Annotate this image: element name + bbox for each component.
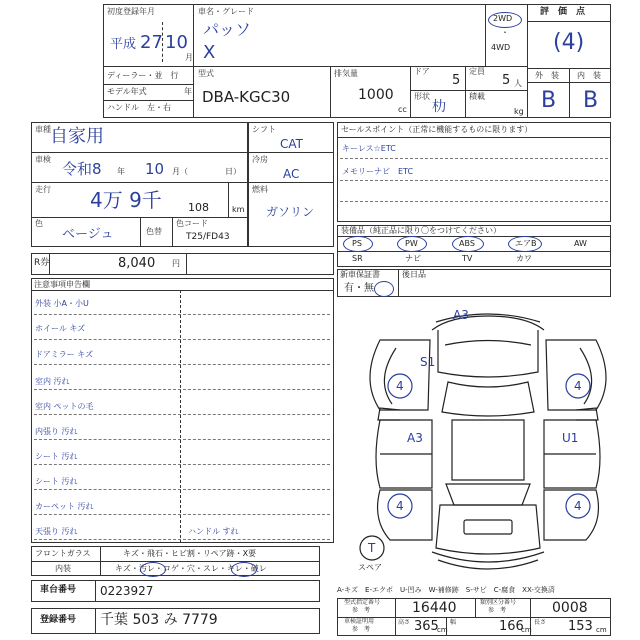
inspection-label: 車検 [35, 155, 51, 164]
equip-airbag: エアB [515, 239, 537, 248]
score-value: (4) [553, 30, 585, 55]
car-name: パッソ [203, 20, 252, 39]
equip-pw: PW [405, 239, 418, 248]
equip-aw: AW [574, 239, 587, 248]
vehicle-type-value: 自家用 [50, 126, 104, 147]
inspection-day-unit: 日） [225, 167, 241, 176]
chassis-label: 車台番号 [40, 585, 77, 595]
interior-damage-value: キズ・汚レ・コゲ・穴・スレ・キレ・破レ [115, 564, 267, 573]
mileage-label: 走行 [35, 185, 51, 194]
vehicle-type-label: 車種 [35, 125, 51, 134]
handle-label: ハンドル 左・右 [107, 103, 171, 112]
color-code-label: 色コード [176, 219, 208, 228]
kg-unit: kg [514, 107, 524, 116]
model-num-ref: 参 考 [352, 607, 371, 614]
color-change-label: 色替 [146, 227, 162, 236]
category-value: 0008 [552, 600, 588, 616]
exterior-grade: B [541, 88, 557, 113]
model-num-label: 型式指定番号 [344, 599, 381, 606]
spare-label: スペア [358, 563, 382, 572]
exterior-label: 外 装 [535, 71, 559, 80]
door-label: ドア [414, 67, 430, 76]
door-value: 5 [452, 73, 461, 88]
model-num-value: 16440 [412, 600, 457, 616]
chassis-value: 0223927 [100, 584, 154, 598]
color-code-value: T25/FD43 [186, 232, 230, 242]
sales-point-line: メモリーナビ ETC [342, 167, 414, 176]
displacement-value: 1000 [358, 87, 394, 103]
reg-doc-label: 車検証明用 [344, 618, 375, 625]
note-line-right: ハンドル すれ [188, 527, 239, 536]
capacity-label: 定員 [469, 67, 485, 76]
length-value: 153 [568, 619, 593, 634]
category-label: 類別区分番号 [480, 599, 517, 606]
interior-label: 内 装 [577, 71, 601, 80]
cc-unit: cc [398, 105, 407, 114]
note-line: 外装 小A・小U [35, 299, 89, 308]
height-value: 365 [414, 619, 439, 634]
reg-doc-ref: 参 考 [352, 626, 371, 633]
shape-value: 朸 [432, 99, 446, 115]
recycle-value: 8,040 [118, 256, 156, 271]
car-name-label: 車名・グレード [198, 7, 254, 16]
note-line: シート 汚れ [35, 452, 78, 461]
score-label: 評 価 点 [540, 7, 586, 17]
equip-abs: ABS [459, 239, 475, 248]
damage-mark: S1 [420, 355, 436, 369]
shift-label: シフト [252, 125, 276, 134]
note-line: ドアミラー キズ [35, 350, 94, 359]
tire-mark: 4 [396, 499, 404, 513]
length-unit: cm [596, 626, 607, 634]
tire-mark: 4 [574, 499, 582, 513]
shift-value: CAT [280, 137, 303, 151]
ac-label: 冷房 [252, 155, 268, 164]
fuel-label: 燃料 [252, 185, 268, 194]
model-label: 型式 [198, 69, 214, 78]
inspection-month: 10 [145, 160, 165, 178]
category-ref: 参 考 [488, 607, 507, 614]
reg-month: 10 [165, 32, 188, 53]
warranty-label: 新車保証書 [340, 270, 380, 279]
diagram-legend: A-キズ E-エクボ U-凹み W-補修跡 S-サビ C-腐食 XX-交換済 [337, 586, 555, 594]
note-line: 室内 ペットの毛 [35, 402, 94, 411]
inspection-year-unit: 年 [117, 167, 125, 176]
km-unit: km [232, 205, 245, 214]
tire-mark: 4 [396, 379, 404, 393]
inspection-era: 令和8 [62, 160, 102, 178]
note-line: カーペット 汚れ [35, 502, 94, 511]
note-line: 室内 汚れ [35, 377, 70, 386]
car-grade: X [203, 42, 216, 63]
shape-label: 形状 [414, 92, 430, 101]
reg-year: 27 [140, 32, 163, 53]
notes-title: 注意事項申告欄 [34, 280, 90, 289]
mileage-sub: 108 [188, 201, 209, 214]
equipment-title: 装備品（純正品に限り〇をつけてください） [341, 226, 501, 235]
drive-dot: ・ [501, 28, 509, 37]
dealer-label: ディーラー・並 行 [107, 71, 179, 80]
plate-value: 千葉 503 み 7779 [100, 612, 218, 628]
model-year-label: モデル年式 [107, 87, 147, 96]
windshield-value: キズ・飛石・ヒビ割・リペア跡・X要 [123, 549, 257, 558]
drive-4wd: 4WD [491, 43, 511, 52]
drive-2wd: 2WD [493, 14, 513, 23]
note-line: シート 汚れ [35, 477, 78, 486]
spare-mark: T [368, 541, 376, 555]
displacement-label: 排気量 [334, 69, 358, 78]
equip-ps: PS [352, 239, 362, 248]
reg-era: 平成 [110, 37, 137, 52]
model-value: DBA-KGC30 [202, 88, 291, 106]
damage-mark: A3 [407, 431, 423, 445]
note-line: 内張り 汚れ [35, 427, 78, 436]
interior-damage-label: 内装 [55, 564, 71, 573]
equip-navi: ナビ [405, 254, 421, 263]
height-unit: cm [437, 626, 448, 634]
damage-mark: U1 [562, 431, 579, 445]
sales-points-title: セールスポイント（正常に機能するものに限ります） [341, 125, 533, 134]
equip-leather: カワ [516, 254, 532, 263]
equip-tv: TV [462, 254, 473, 263]
height-label: 高さ [398, 619, 411, 626]
width-unit: cm [521, 626, 532, 634]
reg-date-label: 初度登録年月 [107, 7, 155, 16]
sales-point-line: キーレス☆ETC [342, 144, 396, 153]
ac-value: AC [283, 167, 300, 181]
inspection-month-unit: 月（ [172, 167, 188, 176]
note-line: 天張り 汚れ [35, 527, 78, 536]
interior-grade: B [583, 88, 599, 113]
damage-mark: A3 [453, 308, 469, 322]
mileage-value: 4万 9千 [90, 188, 162, 212]
plate-label: 登録番号 [40, 615, 77, 625]
width-value: 166 [499, 619, 524, 634]
equip-sr: SR [352, 254, 363, 263]
note-line: ホイール キズ [35, 324, 86, 333]
person-unit: 人 [514, 79, 522, 88]
length-label: 長さ [534, 619, 547, 626]
yen-unit: 円 [172, 259, 180, 268]
windshield-label: フロントガラス [35, 549, 91, 558]
warranty-value: 有・無 [344, 283, 374, 294]
year-unit: 年 [184, 87, 192, 96]
fuel-value: ガソリン [266, 205, 315, 219]
recycle-label: R券 [34, 258, 50, 268]
capacity-value: 5 [502, 73, 511, 88]
color-value: ベージュ [62, 227, 114, 242]
load-label: 積載 [469, 92, 485, 101]
record-label: 後日品 [402, 270, 426, 279]
color-label: 色 [35, 219, 43, 228]
month-unit: 月 [185, 53, 193, 62]
width-label: 幅 [450, 619, 457, 626]
tire-mark: 4 [574, 379, 582, 393]
